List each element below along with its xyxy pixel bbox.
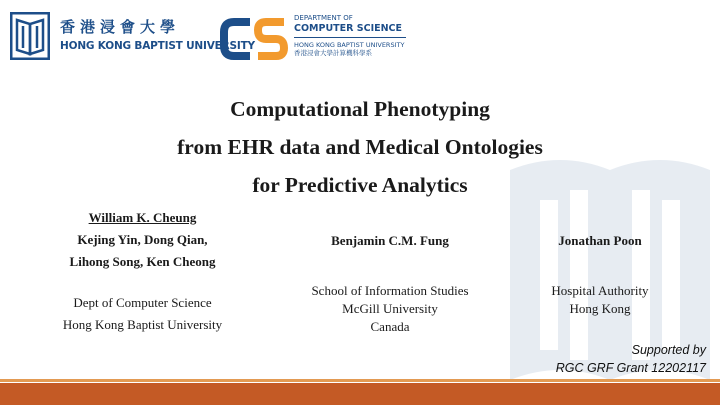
affiliation-university: McGill University — [342, 301, 438, 316]
funding-label: Supported by — [631, 343, 706, 357]
author-fung: Benjamin C.M. Fung — [331, 233, 449, 248]
funding-note — [556, 341, 706, 377]
cs-department-logo — [220, 12, 420, 68]
dept-name: COMPUTER SCIENCE — [294, 23, 403, 34]
affiliation-hospital-authority — [520, 282, 680, 318]
affiliation-region: Hong Kong — [569, 301, 631, 316]
affiliation-hkbu — [30, 292, 255, 336]
affiliation-org: Hospital Authority — [551, 283, 649, 298]
dept-label: DEPARTMENT OF — [294, 14, 353, 22]
hkbu-name-chinese: 香港浸會大學 — [60, 18, 181, 36]
hkbu-emblem-icon — [10, 12, 50, 60]
affiliation-university: Hong Kong Baptist University — [62, 317, 223, 332]
affiliation-school: School of Information Studies — [311, 283, 469, 298]
co-authors-line-1: Kejing Yin, Dong Qian, — [77, 232, 208, 247]
dept-name-chinese: 香港浸會大學計算機科學系 — [294, 49, 372, 57]
footer-bar — [0, 383, 720, 405]
title-line-2: from EHR data and Medical Ontologies — [177, 135, 543, 159]
logo-divider — [294, 37, 406, 38]
hkbu-logo — [10, 12, 255, 62]
affiliation-mcgill — [280, 282, 500, 336]
slide-title — [0, 90, 720, 204]
title-line-1: Computational Phenotyping — [230, 97, 490, 121]
author-poon: Jonathan Poon — [558, 233, 642, 248]
cs-logo-text — [294, 14, 406, 58]
hkbu-name-english: HONG KONG BAPTIST UNIVERSITY — [60, 40, 255, 52]
dept-university: HONG KONG BAPTIST UNIVERSITY — [294, 41, 405, 49]
affiliation-country: Canada — [370, 319, 410, 334]
author-group-hkbu — [30, 207, 255, 273]
footer-stripe — [0, 379, 720, 382]
affiliation-dept: Dept of Computer Science — [73, 295, 212, 310]
title-line-3: for Predictive Analytics — [252, 173, 468, 197]
lead-author: William K. Cheung — [88, 210, 197, 225]
co-authors-line-2: Lihong Song, Ken Cheong — [69, 254, 216, 269]
cs-logo-icon — [220, 14, 288, 64]
funding-grant: RGC GRF Grant 12202117 — [555, 361, 706, 375]
